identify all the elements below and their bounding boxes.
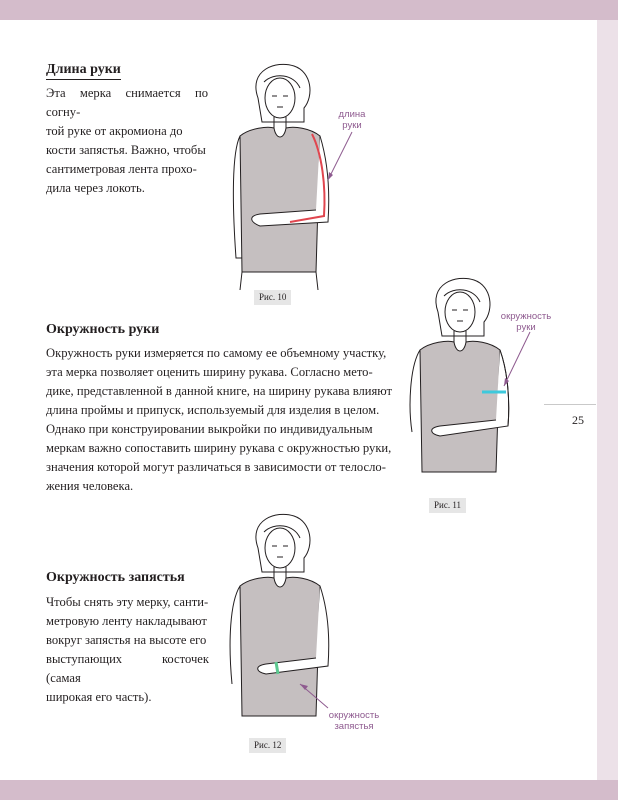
- text-line: той руке от акромиона до: [46, 124, 183, 138]
- label-wrist-girth: [324, 710, 384, 732]
- text-line: вокруг запястья на высоте его: [46, 633, 207, 647]
- text-line: длина проймы и припуск, используемый для изделия в целом.: [46, 403, 380, 417]
- label-line: руки: [516, 322, 536, 333]
- text-line: широкая его часть).: [46, 690, 152, 704]
- text-line: сантиметровая лента прохо-: [46, 162, 197, 176]
- text-line: эта мерка позволяет оценить ширину рукава. Согласно мето-: [46, 365, 373, 379]
- text-line: Эта мерка снимается по согну-: [46, 86, 208, 119]
- side-decorative-band: [597, 20, 618, 780]
- page-number-rule: [544, 404, 596, 405]
- top-decorative-band: [0, 0, 618, 20]
- figure-caption-10: Рис. 10: [254, 290, 291, 305]
- label-line: руки: [342, 120, 362, 131]
- text-line: Чтобы снять эту мерку, санти-: [46, 595, 209, 609]
- paragraph-arm-girth: [46, 344, 398, 496]
- label-line: запястья: [334, 721, 374, 732]
- text-line: выступающих косточек (самая: [46, 652, 209, 685]
- figure-arm-length-illustration: [220, 62, 370, 290]
- text-line: метровую ленту накладывают: [46, 614, 207, 628]
- page-number: 25: [572, 413, 584, 427]
- text-line: Однако при конструировании выкройки по индивидуальным: [46, 422, 373, 436]
- figure-wrist-girth-illustration: [220, 512, 370, 734]
- figure-arm-girth-illustration: [400, 276, 550, 496]
- paragraph-wrist-girth: [46, 593, 209, 707]
- text-line: меркам важно сопоставить ширину рукава с окружностью руки,: [46, 441, 392, 455]
- heading-arm-girth: Окружность руки: [46, 322, 160, 337]
- heading-arm-length: Длина руки: [46, 62, 121, 80]
- label-arm-length: [334, 109, 370, 131]
- figure-caption-11: Рис. 11: [429, 498, 466, 513]
- bottom-decorative-band: [0, 780, 618, 800]
- text-line: кости запястья. Важно, чтобы: [46, 143, 206, 157]
- label-line: окружность: [500, 311, 552, 322]
- paragraph-arm-length: [46, 84, 208, 198]
- text-line: дике, представленной в данной книге, на ширину рукава влияют: [46, 384, 393, 398]
- text-line: Окружность руки измеряется по самому ее объемному участку,: [46, 346, 387, 360]
- label-line: окружность: [328, 710, 380, 721]
- heading-wrist-girth: Окружность запястья: [46, 570, 185, 585]
- figure-caption-12: Рис. 12: [249, 738, 286, 753]
- text-line: значения которой могут различаться в зависимости от телосло-: [46, 460, 386, 474]
- label-arm-girth: [498, 311, 554, 333]
- text-line: дила через локоть.: [46, 181, 145, 195]
- label-line: длина: [338, 109, 366, 120]
- text-line: жения человека.: [46, 479, 134, 493]
